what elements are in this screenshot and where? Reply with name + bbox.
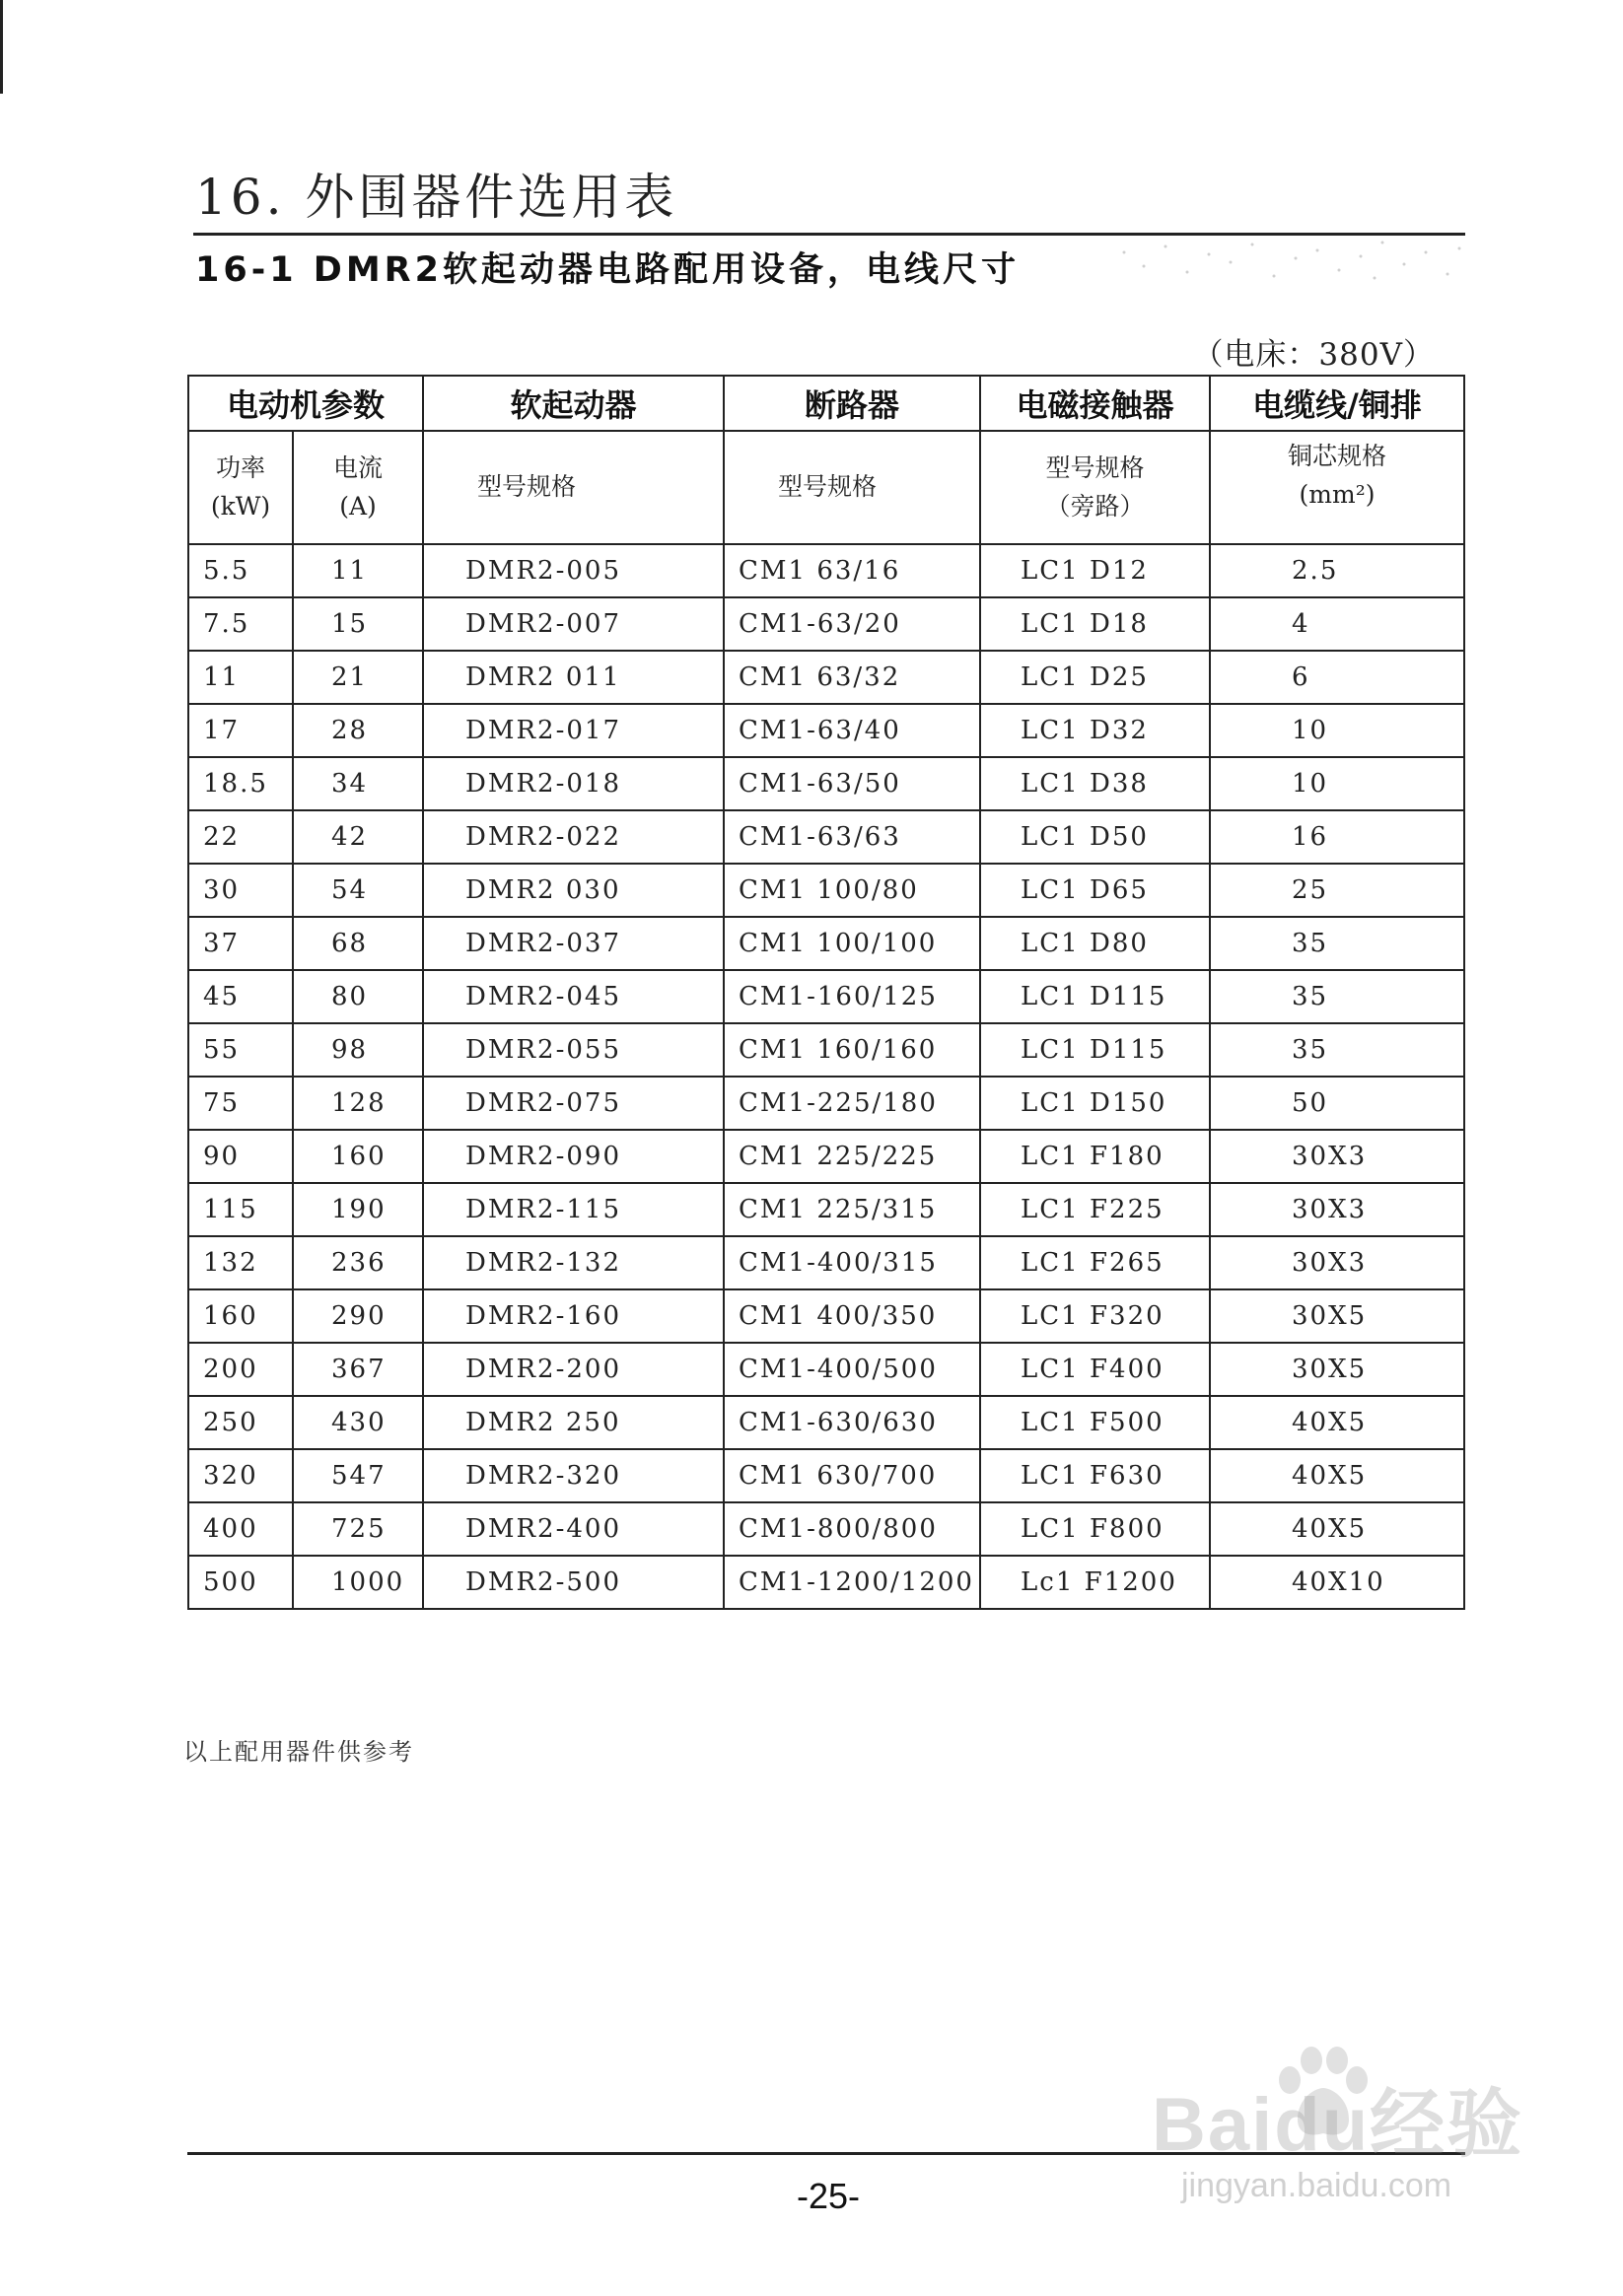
power-unit: (kW): [210, 491, 271, 521]
cable-spec-subheader: [1210, 431, 1464, 544]
soft-starter-cell: DMR2-017: [423, 704, 724, 757]
table-row: [188, 1023, 1464, 1077]
soft-starter-cell: DMR2-090: [423, 1130, 724, 1183]
cable-cell: 30X5: [1210, 1289, 1464, 1343]
contactor-cell: LC1 F320: [980, 1289, 1210, 1343]
power-cell: 320: [188, 1449, 293, 1502]
contactor-cell: LC1 D12: [980, 544, 1210, 597]
contactor-cell: LC1 F800: [980, 1502, 1210, 1556]
current-subheader: [293, 431, 423, 544]
current-cell: 160: [293, 1130, 423, 1183]
contactor-cell: LC1 F630: [980, 1449, 1210, 1502]
table-row: [188, 1236, 1464, 1289]
cable-cell: 40X5: [1210, 1449, 1464, 1502]
current-cell: 21: [293, 651, 423, 704]
power-cell: 200: [188, 1343, 293, 1396]
footnote: 以上配用器件供参考: [183, 1738, 414, 1766]
scan-edge-mark: [0, 0, 3, 94]
breaker-cell: CM1 63/32: [724, 651, 980, 704]
current-cell: 128: [293, 1077, 423, 1130]
breaker-cell: CM1-63/40: [724, 704, 980, 757]
breaker-model-subheader: 型号规格: [724, 431, 980, 544]
current-cell: 236: [293, 1236, 423, 1289]
power-cell: 500: [188, 1556, 293, 1609]
cable-spec-label: 铜芯规格: [1288, 442, 1387, 470]
table-row: [188, 544, 1464, 597]
cable-cell: 16: [1210, 810, 1464, 864]
breaker-cell: CM1-63/50: [724, 757, 980, 810]
soft-starter-cell: DMR2-075: [423, 1077, 724, 1130]
baidu-watermark: [1152, 2051, 1546, 2218]
power-cell: 5.5: [188, 544, 293, 597]
power-label: 功率: [215, 452, 265, 482]
breaker-cell: CM1-63/63: [724, 810, 980, 864]
voltage-note: （电床：380V）: [1192, 337, 1435, 373]
table-body: [188, 544, 1464, 1609]
soft-starter-cell: DMR2-022: [423, 810, 724, 864]
cable-cell: 25: [1210, 864, 1464, 917]
contactor-cell: LC1 F265: [980, 1236, 1210, 1289]
table-row: [188, 810, 1464, 864]
breaker-cell: CM1-800/800: [724, 1502, 980, 1556]
table-row: [188, 1183, 1464, 1236]
cable-cell: 40X5: [1210, 1502, 1464, 1556]
soft-starter-cell: DMR2-320: [423, 1449, 724, 1502]
contactor-model-label: 型号规格: [1045, 452, 1145, 482]
table-row: [188, 597, 1464, 651]
cable-cell: 50: [1210, 1077, 1464, 1130]
contactor-cell: LC1 D32: [980, 704, 1210, 757]
power-cell: 115: [188, 1183, 293, 1236]
current-label: 电流: [333, 452, 384, 482]
cable-cell: 40X5: [1210, 1396, 1464, 1449]
cable-cell: 30X3: [1210, 1130, 1464, 1183]
table-row: [188, 1449, 1464, 1502]
current-cell: 42: [293, 810, 423, 864]
current-cell: 290: [293, 1289, 423, 1343]
cable-cell: 10: [1210, 757, 1464, 810]
breaker-cell: CM1-400/315: [724, 1236, 980, 1289]
contactor-cell: LC1 D150: [980, 1077, 1210, 1130]
breaker-cell: CM1 100/100: [724, 917, 980, 970]
power-cell: 30: [188, 864, 293, 917]
group-header-row: [188, 376, 1464, 431]
contactor-bypass-label: （旁路）: [1045, 491, 1145, 521]
soft-starter-cell: DMR2-160: [423, 1289, 724, 1343]
subsection-title: 16-1 DMR2软起动器电路配用设备，电线尺寸: [195, 250, 1020, 290]
power-cell: 132: [188, 1236, 293, 1289]
breaker-cell: CM1 630/700: [724, 1449, 980, 1502]
current-cell: 190: [293, 1183, 423, 1236]
soft-starter-cell: DMR2-045: [423, 970, 724, 1023]
power-cell: 55: [188, 1023, 293, 1077]
breaker-cell: CM1-1200/1200: [724, 1556, 980, 1609]
contactor-cell: LC1 D25: [980, 651, 1210, 704]
table-row: [188, 970, 1464, 1023]
breaker-cell: CM1-225/180: [724, 1077, 980, 1130]
cable-spec-unit: (mm²): [1299, 479, 1376, 509]
cable-cell: 35: [1210, 970, 1464, 1023]
soft-starter-cell: DMR2-055: [423, 1023, 724, 1077]
power-subheader: [188, 431, 293, 544]
breaker-cell: CM1 160/160: [724, 1023, 980, 1077]
power-cell: 37: [188, 917, 293, 970]
power-cell: 11: [188, 651, 293, 704]
breaker-cell: CM1-63/20: [724, 597, 980, 651]
power-cell: 45: [188, 970, 293, 1023]
table-row: [188, 1396, 1464, 1449]
power-cell: 90: [188, 1130, 293, 1183]
cable-cell: 30X5: [1210, 1343, 1464, 1396]
power-cell: 18.5: [188, 757, 293, 810]
power-cell: 17: [188, 704, 293, 757]
breaker-cell: CM1 225/315: [724, 1183, 980, 1236]
breaker-cell: CM1 225/225: [724, 1130, 980, 1183]
current-cell: 28: [293, 704, 423, 757]
power-cell: 250: [188, 1396, 293, 1449]
soft-starter-cell: DMR2 250: [423, 1396, 724, 1449]
contactor-cell: LC1 F225: [980, 1183, 1210, 1236]
table-row: [188, 1289, 1464, 1343]
contactor-cell: LC1 D115: [980, 1023, 1210, 1077]
current-cell: 547: [293, 1449, 423, 1502]
sub-header-row: [188, 431, 1464, 544]
scan-noise-dots: [1114, 233, 1469, 288]
cable-header: 电缆线/铜排: [1210, 376, 1464, 431]
contactor-cell: LC1 D65: [980, 864, 1210, 917]
breaker-cell: CM1 100/80: [724, 864, 980, 917]
soft-starter-cell: DMR2-018: [423, 757, 724, 810]
current-cell: 54: [293, 864, 423, 917]
contactor-cell: LC1 D80: [980, 917, 1210, 970]
soft-starter-cell: DMR2-007: [423, 597, 724, 651]
table-row: [188, 1343, 1464, 1396]
contactor-cell: LC1 D38: [980, 757, 1210, 810]
current-cell: 98: [293, 1023, 423, 1077]
peripheral-selection-table: [187, 375, 1465, 1610]
table-row: [188, 917, 1464, 970]
soft-starter-cell: DMR2-132: [423, 1236, 724, 1289]
cable-cell: 40X10: [1210, 1556, 1464, 1609]
cable-cell: 35: [1210, 1023, 1464, 1077]
soft-starter-cell: DMR2 011: [423, 651, 724, 704]
breaker-cell: CM1-160/125: [724, 970, 980, 1023]
power-cell: 75: [188, 1077, 293, 1130]
current-cell: 1000: [293, 1556, 423, 1609]
contactor-header: 电磁接触器: [980, 376, 1210, 431]
table-row: [188, 757, 1464, 810]
power-cell: 22: [188, 810, 293, 864]
table-row: [188, 1502, 1464, 1556]
table-row: [188, 651, 1464, 704]
contactor-cell: LC1 F400: [980, 1343, 1210, 1396]
current-cell: 68: [293, 917, 423, 970]
table-row: [188, 1077, 1464, 1130]
cable-cell: 30X3: [1210, 1236, 1464, 1289]
breaker-cell: CM1 400/350: [724, 1289, 980, 1343]
soft-starter-model-subheader: 型号规格: [423, 431, 724, 544]
contactor-cell: Lc1 F1200: [980, 1556, 1210, 1609]
soft-starter-cell: DMR2-037: [423, 917, 724, 970]
cable-cell: 2.5: [1210, 544, 1464, 597]
watermark-url: jingyan.baidu.com: [1181, 2167, 1452, 2204]
current-cell: 430: [293, 1396, 423, 1449]
contactor-cell: LC1 D50: [980, 810, 1210, 864]
breaker-cell: CM1-630/630: [724, 1396, 980, 1449]
soft-starter-cell: DMR2 030: [423, 864, 724, 917]
section-title: 16. 外围器件选用表: [195, 169, 678, 226]
cable-cell: 10: [1210, 704, 1464, 757]
contactor-cell: LC1 F180: [980, 1130, 1210, 1183]
current-cell: 11: [293, 544, 423, 597]
breaker-header: 断路器: [724, 376, 980, 431]
soft-starter-cell: DMR2-400: [423, 1502, 724, 1556]
cable-cell: 4: [1210, 597, 1464, 651]
cable-cell: 35: [1210, 917, 1464, 970]
power-cell: 160: [188, 1289, 293, 1343]
soft-starter-cell: DMR2-005: [423, 544, 724, 597]
table-row: [188, 1556, 1464, 1609]
current-cell: 34: [293, 757, 423, 810]
soft-starter-header: 软起动器: [423, 376, 724, 431]
cable-cell: 30X3: [1210, 1183, 1464, 1236]
contactor-cell: LC1 F500: [980, 1396, 1210, 1449]
current-cell: 80: [293, 970, 423, 1023]
table-row: [188, 1130, 1464, 1183]
soft-starter-cell: DMR2-115: [423, 1183, 724, 1236]
current-cell: 367: [293, 1343, 423, 1396]
breaker-cell: CM1 63/16: [724, 544, 980, 597]
soft-starter-cell: DMR2-200: [423, 1343, 724, 1396]
current-cell: 725: [293, 1502, 423, 1556]
contactor-cell: LC1 D18: [980, 597, 1210, 651]
power-cell: 7.5: [188, 597, 293, 651]
breaker-cell: CM1-400/500: [724, 1343, 980, 1396]
soft-starter-cell: DMR2-500: [423, 1556, 724, 1609]
table-row: [188, 704, 1464, 757]
table-row: [188, 864, 1464, 917]
page-number: -25-: [796, 2176, 861, 2216]
contactor-model-subheader: [980, 431, 1210, 544]
watermark-text: Baidu经验: [1152, 2083, 1524, 2167]
cable-cell: 6: [1210, 651, 1464, 704]
contactor-cell: LC1 D115: [980, 970, 1210, 1023]
motor-params-header: 电动机参数: [188, 376, 423, 431]
power-cell: 400: [188, 1502, 293, 1556]
current-cell: 15: [293, 597, 423, 651]
current-unit: (A): [339, 491, 377, 521]
